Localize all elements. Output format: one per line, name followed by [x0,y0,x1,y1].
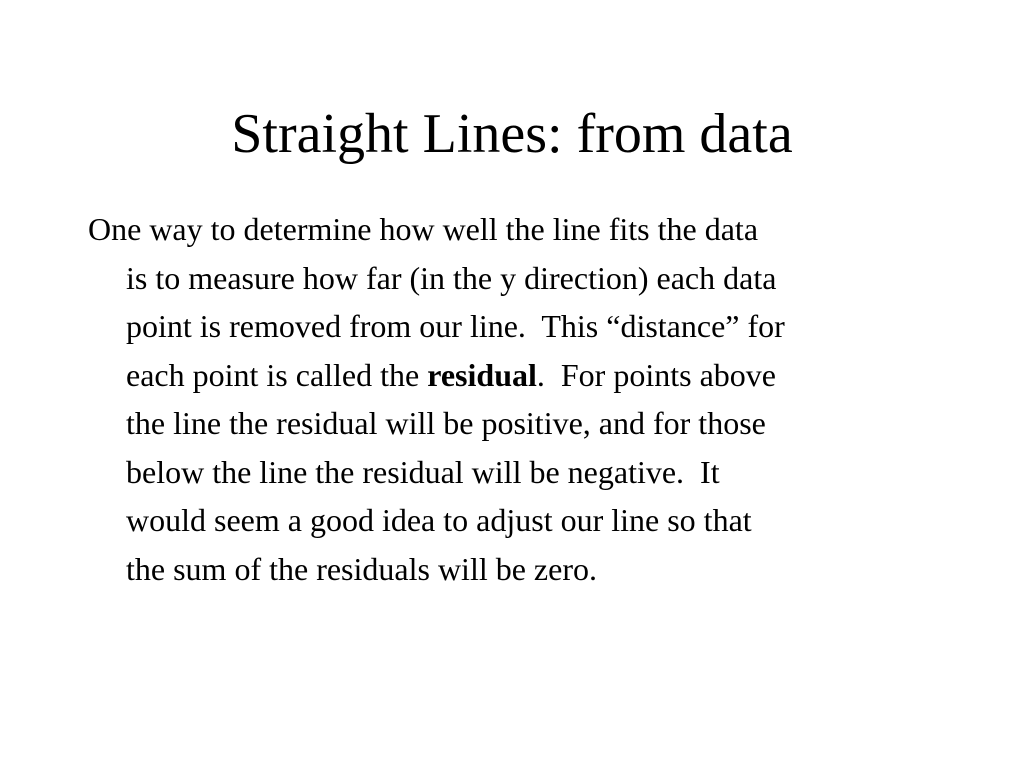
body-line: would seem a good idea to adjust our line so that [126,502,752,538]
body-line: One way to determine how well the line fits the data [88,211,759,247]
body-text: each point is called the [126,356,428,393]
slide-body-paragraph [88,205,968,593]
body-line: below the line the residual will be negative. It [126,453,720,490]
body-line: point is removed from our line. This “distance” for [126,308,785,344]
body-line: the sum of the residuals will be zero. [126,550,597,587]
body-text: . For points above [536,356,776,393]
slide-title: Straight Lines: from data [231,103,793,165]
residual-term: residual [427,356,537,393]
body-line [88,351,968,400]
body-line: is to measure how far (in the y direction) each data [126,259,777,296]
body-line: the line the residual will be positive, and for those [126,405,766,441]
